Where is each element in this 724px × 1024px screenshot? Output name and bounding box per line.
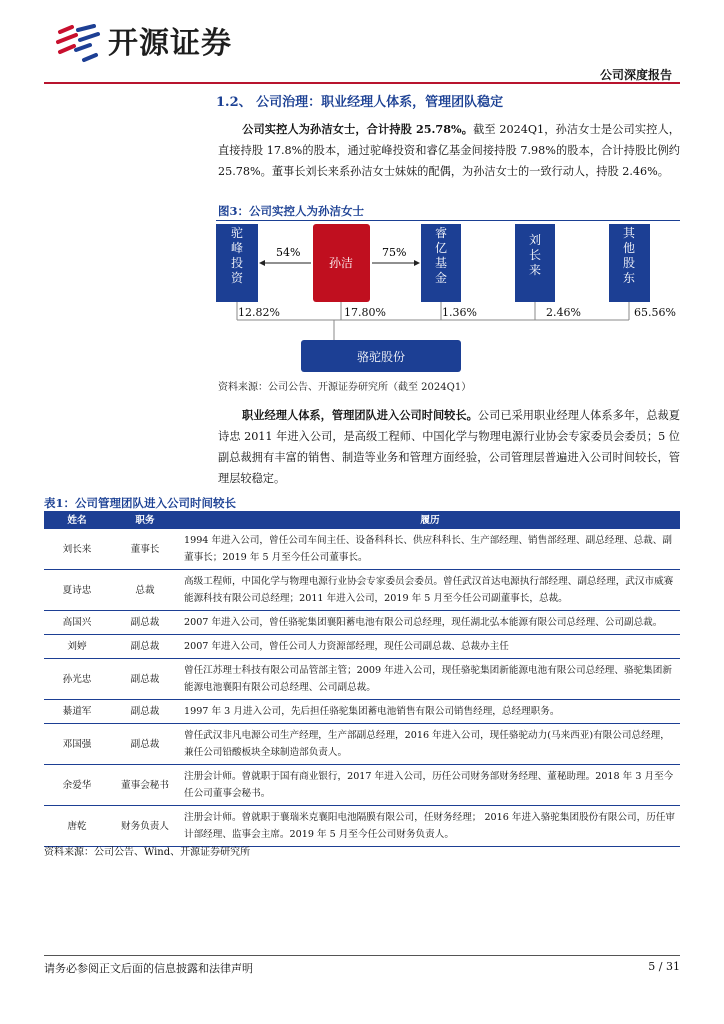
cell-role: 财务负责人 — [110, 806, 180, 847]
header-name: 姓名 — [44, 511, 110, 529]
cell-bio: 1997 年 3 月进入公司，先后担任骆驼集团蓄电池销售有限公司销售经理，总经理职务。 — [180, 700, 680, 724]
page-number: 5 / 31 — [648, 960, 680, 973]
cell-bio: 曾任武汉非凡电源公司生产经理，生产部副总经理，2016 年进入公司，现任骆驼动力(马来西亚)有限公司总经理，兼任公司铅酸板块全球制造部负责人。 — [180, 724, 680, 765]
table-row — [44, 700, 680, 724]
ownership-diagram — [210, 220, 686, 382]
edge-pct-ruiyi: 75% — [382, 246, 407, 259]
cell-role: 副总裁 — [110, 700, 180, 724]
cell-role: 副总裁 — [110, 659, 180, 700]
node-label-ruiyi: 睿亿基金 — [434, 226, 448, 285]
figure-source: 资料来源：公司公告、开源证券研究所（截至 2024Q1） — [218, 382, 472, 393]
cell-name: 綦道军 — [44, 700, 110, 724]
node-label-sunjie: 孙洁 — [328, 256, 354, 270]
cell-name: 孙光忠 — [44, 659, 110, 700]
figure-title: 图3：公司实控人为孙洁女士 — [218, 204, 365, 218]
cell-bio: 1994 年进入公司，曾任公司车间主任、设备科科长、供应科科长、生产部经理、销售部经理、副总经理、总裁、副董事长；2019 年 5 月至今任公司董事长。 — [180, 529, 680, 570]
cell-bio: 注册会计师。曾就职于国有商业银行，2017 年进入公司，历任公司财务部财务经理、董秘助理。2018 年 3 月至今任公司董事会秘书。 — [180, 765, 680, 806]
cell-bio: 曾任江苏理士科技有限公司品管部主管；2009 年进入公司，现任骆驼集团新能源电池有限公司总经理、骆驼集团新能源电池襄阳有限公司总经理、公司副总裁。 — [180, 659, 680, 700]
holding-pct-other: 65.56% — [634, 306, 676, 319]
footer-divider — [44, 955, 680, 956]
header-role: 职务 — [110, 511, 180, 529]
paragraph-controller — [218, 119, 680, 182]
paragraph-body: 截至 2024Q1，孙洁女士是公司实控人，直接持股 17.8%的股本，通过驼峰投资和睿亿基金间接持股 7.98%的股本，合计持股比例约 25.78%。董事长刘长来系孙洁女士妹妹的配偶，为孙洁女士的一致行动人，持股 2.46%。 — [218, 123, 680, 178]
holding-pct-tuofeng: 12.82% — [238, 306, 280, 319]
cell-role: 副总裁 — [110, 635, 180, 659]
management-table — [44, 511, 680, 847]
report-type-label: 公司深度报告 — [599, 68, 672, 82]
node-label-other: 其他股东 — [622, 226, 636, 285]
cell-role: 董事会秘书 — [110, 765, 180, 806]
table-row — [44, 635, 680, 659]
cell-role: 副总裁 — [110, 611, 180, 635]
cell-name: 邓国强 — [44, 724, 110, 765]
cell-role: 董事长 — [110, 529, 180, 570]
cell-name: 余爱华 — [44, 765, 110, 806]
cell-name: 刘长来 — [44, 529, 110, 570]
footer-disclaimer: 请务必参阅正文后面的信息披露和法律声明 — [44, 962, 253, 975]
cell-name: 夏诗忠 — [44, 570, 110, 611]
logo-icon — [54, 24, 102, 64]
holding-pct-liu: 2.46% — [546, 306, 581, 319]
holding-pct-ruiyi: 1.36% — [442, 306, 477, 319]
paragraph-lead: 职业经理人体系，管理团队进入公司时间较长。 — [242, 408, 478, 422]
table-header-row — [44, 511, 680, 529]
holding-pct-sunjie: 17.80% — [344, 306, 386, 319]
table-row — [44, 806, 680, 847]
table-row — [44, 765, 680, 806]
header-bio: 履历 — [180, 511, 680, 529]
paragraph-management — [218, 405, 680, 489]
table-title: 表1：公司管理团队进入公司时间较长 — [44, 496, 236, 510]
cell-bio: 2007 年进入公司，曾任公司人力资源部经理，现任公司副总裁、总裁办主任 — [180, 635, 680, 659]
paragraph-lead: 公司实控人为孙洁女士，合计持股 25.78%。 — [242, 122, 474, 136]
table-row — [44, 724, 680, 765]
table-row — [44, 570, 680, 611]
header-divider — [44, 82, 680, 84]
table-row — [44, 659, 680, 700]
cell-role: 副总裁 — [110, 724, 180, 765]
table-source: 资料来源：公司公告、Wind、开源证券研究所 — [44, 847, 251, 858]
cell-name: 刘婷 — [44, 635, 110, 659]
cell-bio: 高级工程师，中国化学与物理电源行业协会专家委员会委员。曾任武汉首达电源执行部经理、副总经理，武汉市威赛能源科技有限公司总经理；2011 年进入公司，2019 年 5 月至今任公司副董事长，总裁。 — [180, 570, 680, 611]
edge-pct-tuofeng: 54% — [276, 246, 301, 259]
cell-role: 总裁 — [110, 570, 180, 611]
company-name: 开源证券 — [108, 26, 232, 61]
node-label-tuofeng: 驼峰投资 — [230, 226, 244, 285]
section-heading: 1.2、 公司治理：职业经理人体系，管理团队稳定 — [216, 95, 504, 110]
node-label-liu: 刘长来 — [528, 233, 542, 277]
table-row — [44, 611, 680, 635]
node-label-camel: 骆驼股份 — [356, 350, 406, 364]
cell-name: 唐乾 — [44, 806, 110, 847]
cell-bio: 注册会计师。曾就职于襄瑞米克襄阳电池隔膜有限公司，任财务经理； 2016 年进入骆驼集团股份有限公司，历任审计部经理、监事会主席。2019 年 5 月至今任公司财务负责人。 — [180, 806, 680, 847]
cell-bio: 2007 年进入公司，曾任骆驼集团襄阳蓄电池有限公司总经理，现任湖北弘本能源有限公司总经理、公司副总裁。 — [180, 611, 680, 635]
table-row — [44, 529, 680, 570]
cell-name: 高国兴 — [44, 611, 110, 635]
paragraph-body: 公司已采用职业经理人体系多年，总裁夏诗忠 2011 年进入公司，是高级工程师、中国化学与物理电源行业协会专家委员会委员；5 位副总裁拥有丰富的销售、制造等业务和管理方面经验，公司管理层普遍进入公司时间较长，管理层较稳定。 — [218, 409, 680, 485]
